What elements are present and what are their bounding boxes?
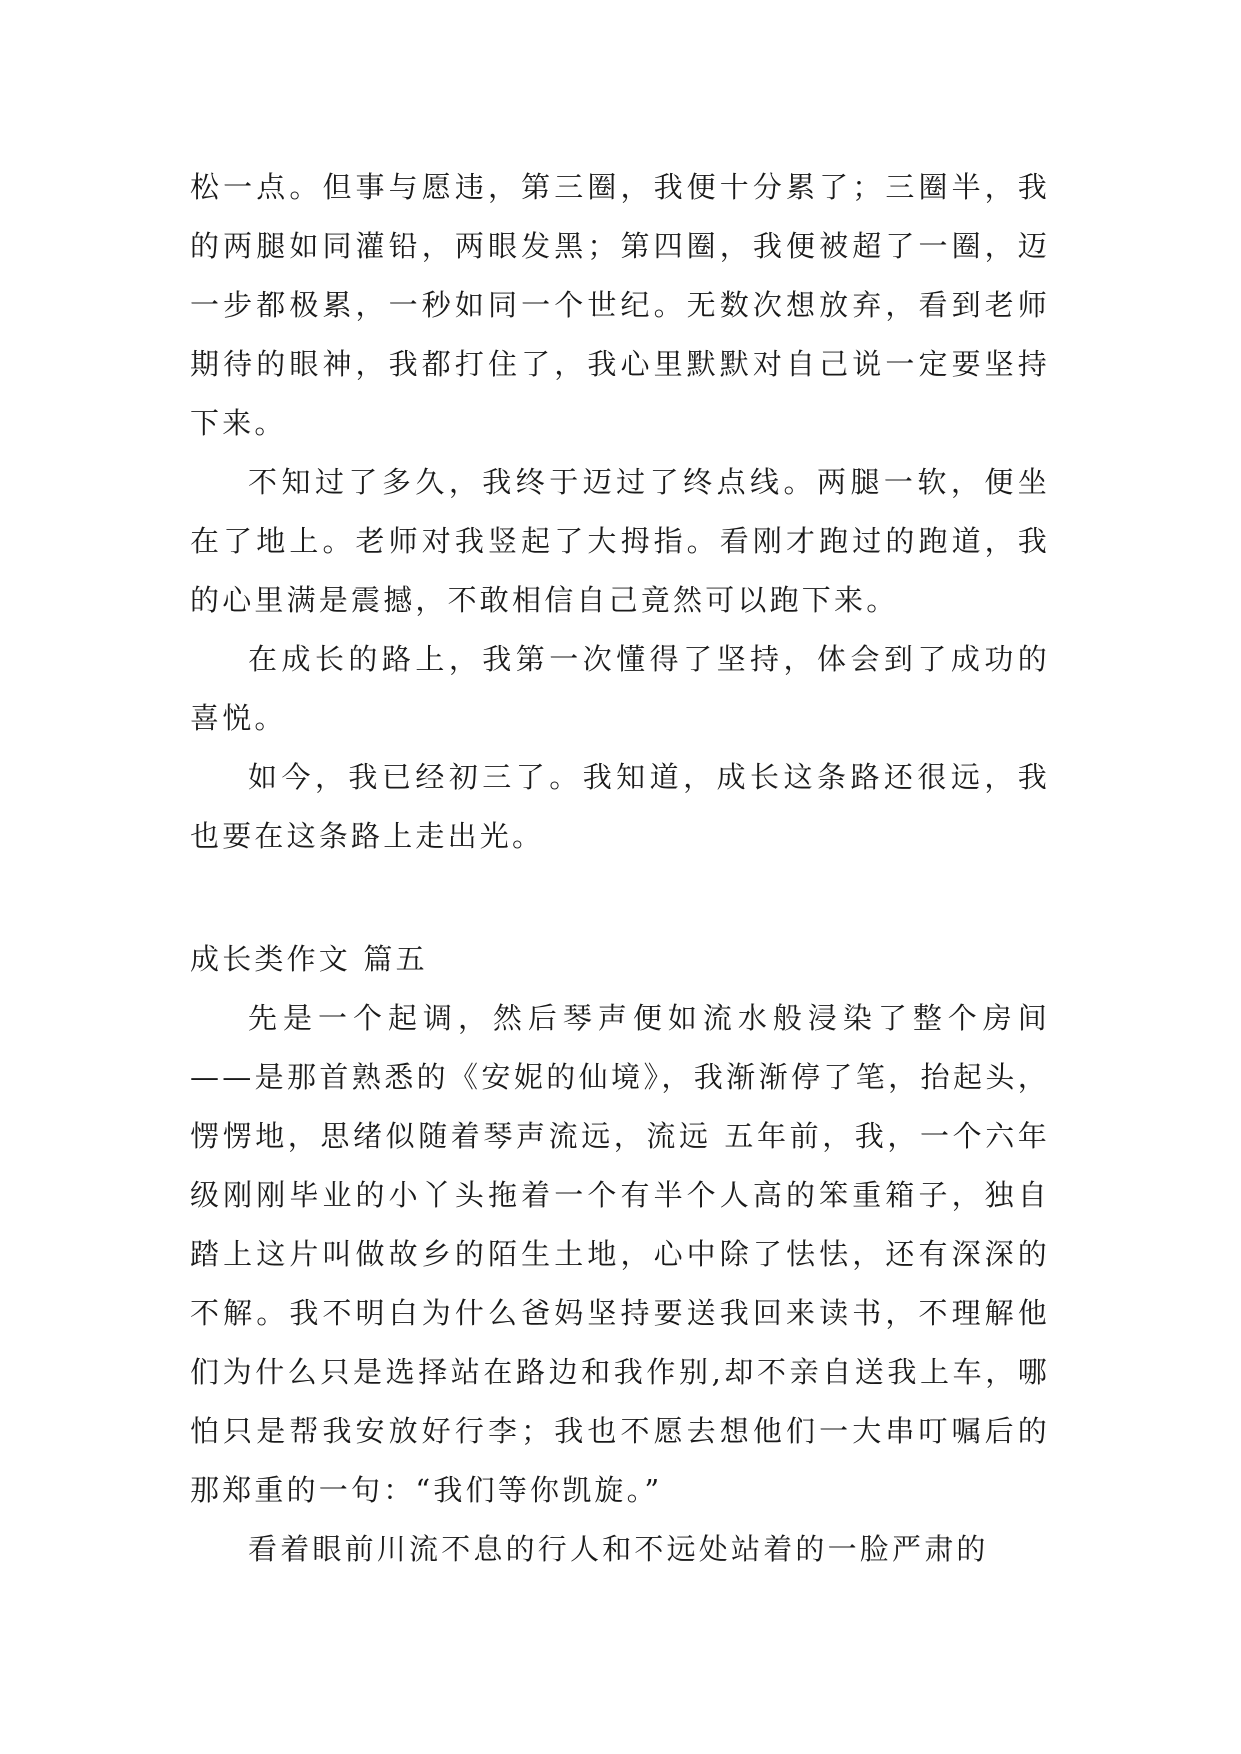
paragraph-continuation: 松一点。但事与愿违，第三圈，我便十分累了；三圈半，我的两腿如同灌铅，两眼发黑；第四圈，我便被超了一圈，迈一步都极累，一秒如同一个世纪。无数次想放弃，看到老师期待的眼神，我都打住了，我心里默默对自己说一定要坚持下来。 [190,170,1050,440]
paragraph-piano-memory: 先是一个起调，然后琴声便如流水般浸染了整个房间——是那首熟悉的《安妮的仙境》，我渐渐停了笔，抬起头，愣愣地，思绪似随着琴声流远，流远 五年前，我，一个六年级刚刚毕业的小丫头拖着一个有半个人高的笨重箱子，独自踏上这片叫做故乡的陌生土地，心中除了怯怯，还有深深的不解。我不明白为什么爸妈坚持要送我回来读书，不理解他们为什么只是选择站在路边和我作别,却不亲自送我上车，哪怕只是帮我安放好行李；我也不愿去想他们一大串叮嘱后的那郑重的一句：“我们等你凯旋。” [190,1001,1050,1507]
paragraph-crowd: 看着眼前川流不息的行人和不远处站着的一脸严肃的 [248,1532,989,1566]
paragraph-grade-nine: 如今，我已经初三了。我知道，成长这条路还很远，我也要在这条路上走出光。 [190,760,1050,853]
paragraph-finish-line: 不知过了多久，我终于迈过了终点线。两腿一软，便坐在了地上。老师对我竖起了大拇指。看刚才跑过的跑道，我的心里满是震撼，不敢相信自己竟然可以跑下来。 [190,465,1050,617]
document-page [190,158,1050,1579]
section-heading: 成长类作文 篇五 [190,942,428,976]
paragraph-persistence: 在成长的路上，我第一次懂得了坚持，体会到了成功的喜悦。 [190,642,1050,735]
